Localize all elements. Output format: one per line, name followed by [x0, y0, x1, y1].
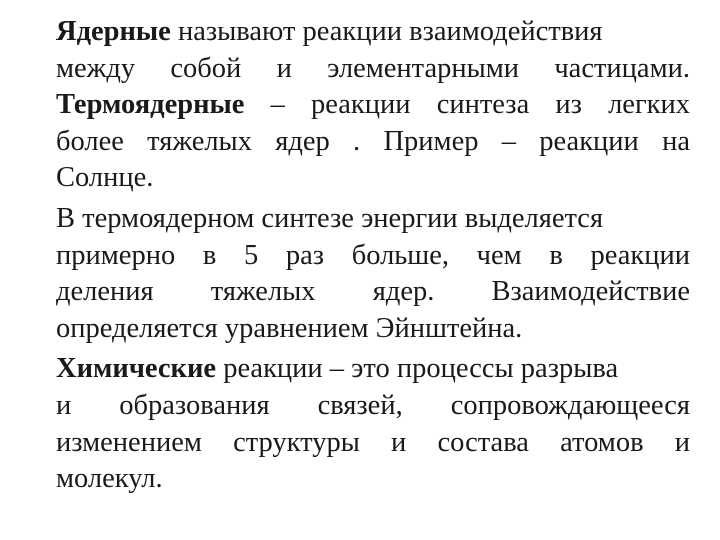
- paragraph-fusion-energy: [56, 201, 690, 347]
- text-line: [56, 87, 690, 124]
- paragraph-chemical: [56, 351, 690, 497]
- text-line: [56, 201, 690, 238]
- line-text: называют реакции взаимодействия: [170, 16, 603, 47]
- term-chemical: Химические: [56, 353, 217, 385]
- line-text: примерно в 5 раз больше, чем в реакции: [56, 239, 690, 271]
- term-thermonuclear: Термоядерные: [56, 89, 245, 121]
- text-line: [56, 160, 690, 197]
- text-line: [56, 461, 690, 498]
- line-text: изменением структуры и состава атомов и: [56, 426, 690, 458]
- line-text: В термоядерном синтезе энергии выделяется: [56, 202, 604, 234]
- slide-body: [56, 14, 690, 502]
- text-line: [56, 124, 690, 161]
- text-line: [56, 425, 690, 462]
- text-line: [56, 351, 690, 388]
- text-line: [56, 51, 690, 88]
- text-line: [56, 311, 690, 348]
- line-text: молекул.: [56, 463, 163, 495]
- text-line: [56, 274, 690, 311]
- line-text: Солнце.: [56, 162, 154, 194]
- line-text: определяется уравнением Эйнштейна.: [56, 312, 523, 344]
- line-text: и образования связей, сопровождающееся: [56, 389, 690, 421]
- text-line: [56, 388, 690, 425]
- text-line: [56, 14, 690, 51]
- line-text: реакции – это процессы разрыва: [216, 353, 619, 385]
- term-nuclear: Ядерные: [56, 16, 171, 47]
- line-text: – реакции синтеза из легких: [244, 89, 690, 121]
- line-text: деления тяжелых ядер. Взаимодействие: [56, 276, 690, 308]
- line-text: более тяжелых ядер . Пример – реакции на: [56, 125, 690, 157]
- paragraph-nuclear: [56, 14, 690, 197]
- line-text: между собой и элементарными частицами.: [56, 52, 690, 84]
- text-line: [56, 238, 690, 275]
